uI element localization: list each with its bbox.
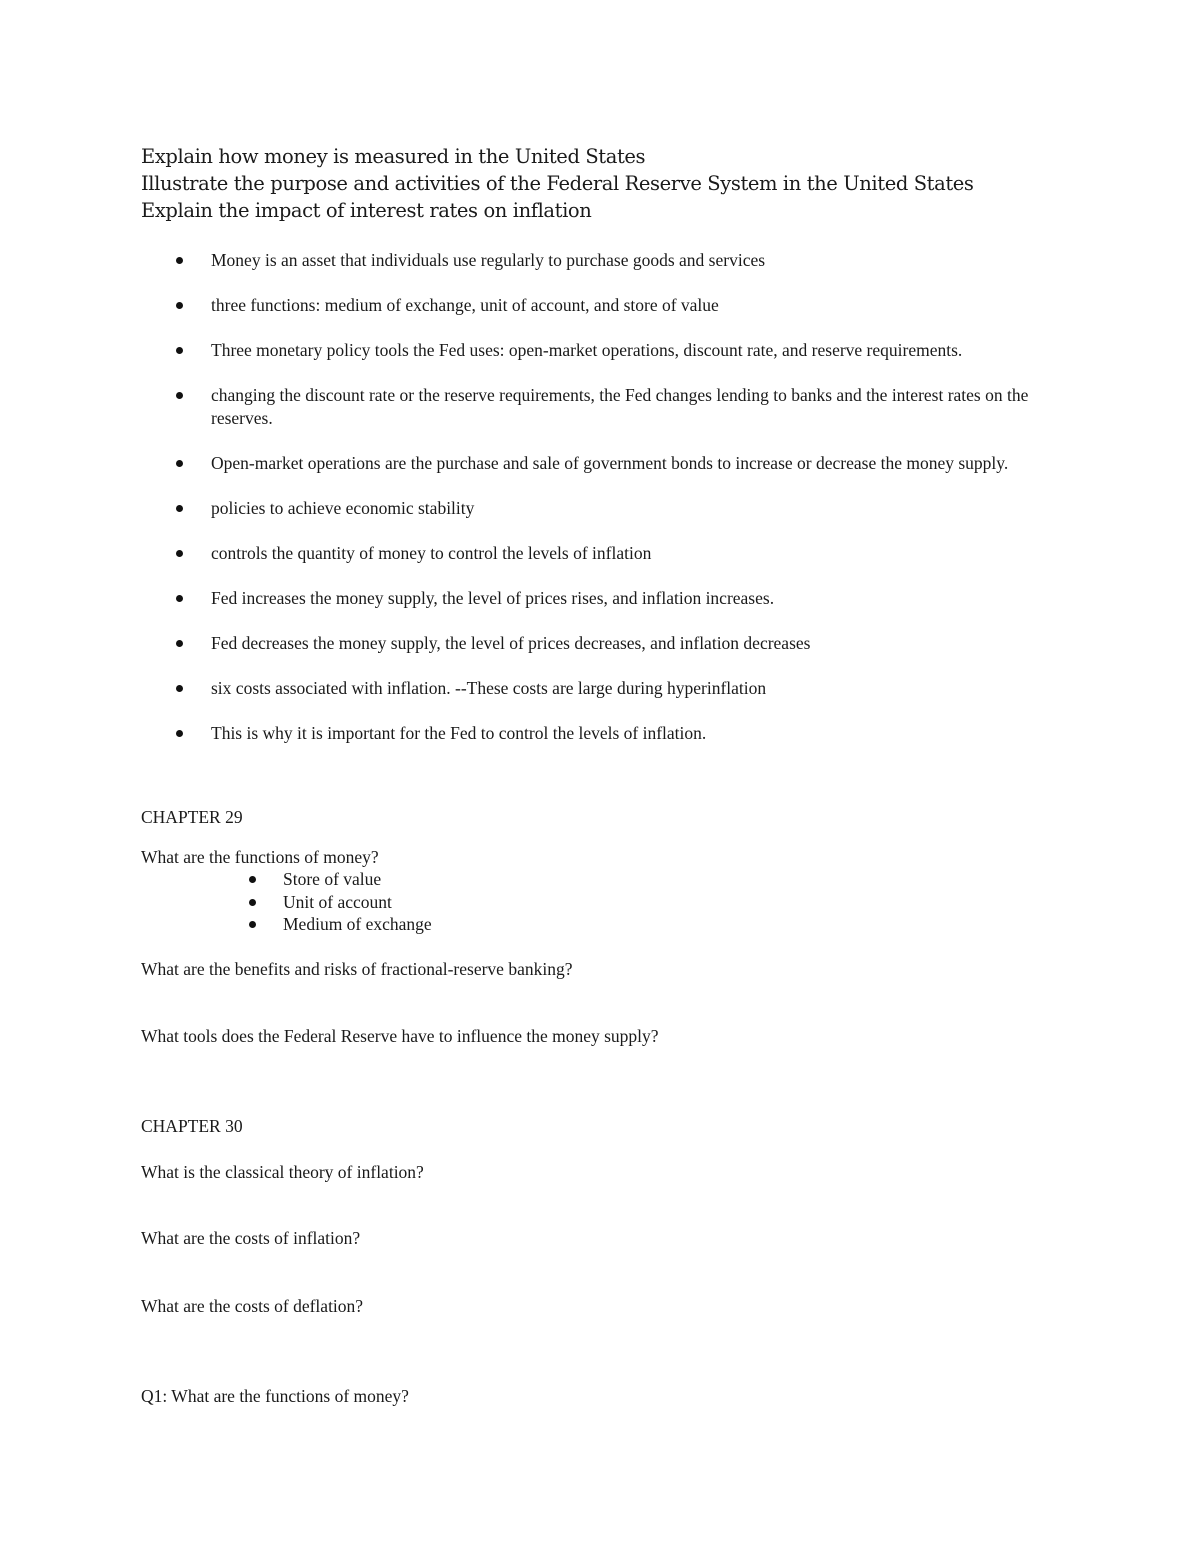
chapter-29-question-1: What are the functions of money?	[141, 847, 379, 867]
bullet-icon	[176, 595, 183, 602]
list-item: three functions: medium of exchange, unit of account, and store of value	[0, 294, 1200, 317]
objective-3: Explain the impact of interest rates on inflation	[141, 199, 592, 222]
bullet-icon	[176, 550, 183, 557]
list-item: Three monetary policy tools the Fed uses: open-market operations, discount rate, and reserve requirements.	[0, 339, 1200, 362]
list-item: Fed increases the money supply, the level of prices rises, and inflation increases.	[0, 587, 1200, 610]
list-item: This is why it is important for the Fed to control the levels of inflation.	[0, 722, 1200, 745]
list-item: six costs associated with inflation. --These costs are large during hyperinflation	[0, 677, 1200, 700]
list-item: Open-market operations are the purchase and sale of government bonds to increase or decrease the money supply.	[0, 452, 1200, 475]
bullet-icon	[176, 257, 183, 264]
bullet-icon	[176, 505, 183, 512]
bullet-icon	[176, 302, 183, 309]
list-item: policies to achieve economic stability	[0, 497, 1200, 520]
bullet-icon	[176, 460, 183, 467]
bullet-icon	[176, 347, 183, 354]
list-item: Money is an asset that individuals use regularly to purchase goods and services	[0, 249, 1200, 272]
list-item: Medium of exchange	[0, 913, 1200, 936]
chapter-29-question-2: What are the benefits and risks of fractional-reserve banking?	[141, 959, 573, 979]
bullet-icon	[176, 730, 183, 737]
functions-of-money-list	[0, 868, 1200, 936]
chapter-29-question-3: What tools does the Federal Reserve have to influence the money supply?	[141, 1026, 659, 1046]
chapter-30-question-1: What is the classical theory of inflation?	[141, 1162, 424, 1182]
learning-objectives	[141, 143, 974, 224]
bullet-icon	[176, 685, 183, 692]
bullet-icon	[249, 876, 256, 883]
list-item: Unit of account	[0, 891, 1200, 914]
chapter-30-heading: CHAPTER 30	[141, 1116, 243, 1136]
list-item: Store of value	[0, 868, 1200, 891]
objective-1: Explain how money is measured in the United States	[141, 145, 646, 168]
objective-2: Illustrate the purpose and activities of the Federal Reserve System in the United States	[141, 172, 974, 195]
chapter-30-question-3: What are the costs of deflation?	[141, 1296, 364, 1316]
bullet-icon	[176, 392, 183, 399]
bullet-icon	[249, 921, 256, 928]
summary-bullet-list	[0, 249, 1200, 767]
list-item: controls the quantity of money to control the levels of inflation	[0, 542, 1200, 565]
bullet-icon	[249, 899, 256, 906]
chapter-29-heading: CHAPTER 29	[141, 807, 243, 827]
bullet-icon	[176, 640, 183, 647]
list-item: Fed decreases the money supply, the level of prices decreases, and inflation decreases	[0, 632, 1200, 655]
chapter-30-question-2: What are the costs of inflation?	[141, 1228, 361, 1248]
list-item: changing the discount rate or the reserve requirements, the Fed changes lending to banks and the interest rates on the reserves.	[0, 384, 1200, 430]
final-question: Q1: What are the functions of money?	[141, 1386, 409, 1406]
